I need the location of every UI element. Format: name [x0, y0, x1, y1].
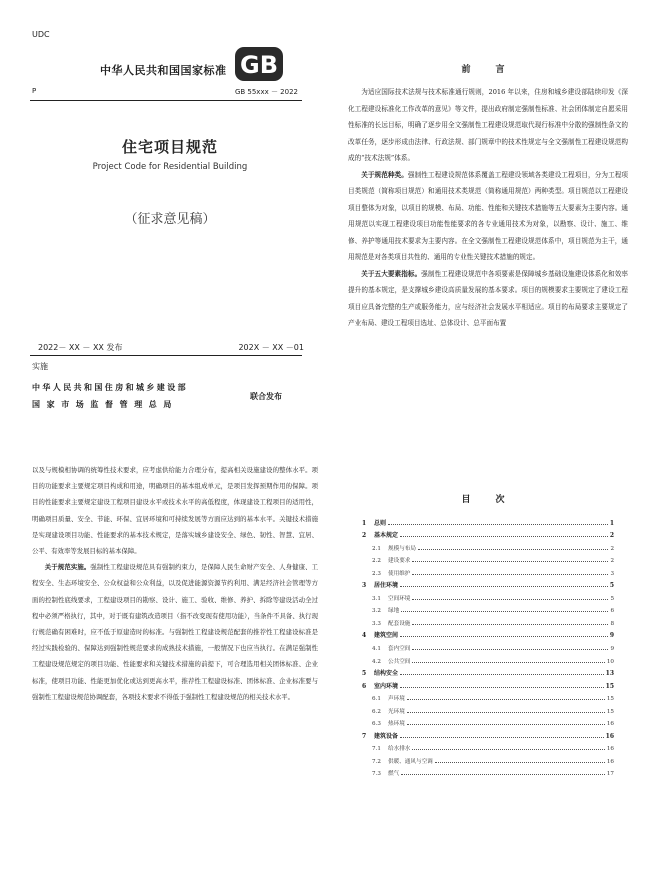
preface-paragraph: 为适应国际技术法规与技术标准通行规则，2016 年以来，住房和城乡建设部陆续印发《深化工程建设标准化工作改革的意见》等文件，提出政府制定强制性标准、社会团体制定自愿采用性标准的长远目标，明确了逐步用全文强制性工程建设规范取代现行标准中分散的强制性条文的改革任务，逐步形成由法律、行政法规、部门规章中的技术性规定与全文强制性工程建设规范构成的“技术法规”体系。 [348, 88, 628, 162]
toc-entry-page: 1 [609, 519, 614, 527]
toc-entry-title: 建筑空间 [374, 632, 399, 640]
toc-section-entry[interactable] [362, 740, 614, 753]
toc-entry-title: 燃气 [388, 771, 400, 778]
toc-entry-number: 6 [362, 682, 367, 690]
toc-entry-page: 16 [606, 746, 614, 753]
toc-leader-dots [412, 599, 608, 600]
toc-entry-number: 4 [362, 632, 367, 640]
udc-label: UDC [32, 30, 50, 39]
toc-entry-page: 13 [605, 670, 614, 678]
toc-entry-number: 2.3 [372, 570, 381, 577]
continuation-paragraph-text: 强制性工程建设规范具有强制约束力，是保障人民生命财产安全、人身健康、工程安全、生态环境安全、公众权益和公众利益，以及促进能源资源节约利用、满足经济社会管理等方面的控制性底线要求，工程建设项目的勘察、设计、施工、验收、维修、养护、拆除等建设活动全过程中必须严格执行，其中，对于既有建筑改造项目（指不改变现有使用功能），当条件不具备、执行现行规范确有困难时，应不低于原建造时的标准。与强制性工程建设规范配套的推荐性工程建设标准是经过实践检验的、保障达到强制性规范要求的成熟技术措施，一般情况下也应当执行。在满足强制性工程建设规范规定的项目功能、性能要求和关键技术措施的前提下，可合理选用相关团体标准、企业标准，使项目功能、性能更加优化或达到更高水平，推荐性工程建设标准、团体标准、企业标准要与强制性工程建设规范协调配套，各项技术要求不得低于强制性工程建设规范的相关技术水平。 [32, 563, 319, 701]
implement-label: 实施 [32, 362, 48, 371]
toc-entry-title: 公共空间 [388, 658, 411, 665]
toc-section-entry[interactable] [362, 602, 614, 615]
toc-leader-dots [412, 662, 604, 663]
toc-leader-dots [412, 624, 608, 625]
toc-leader-dots [412, 749, 604, 750]
toc-entry-page: 16 [606, 721, 614, 728]
toc-leader-dots [407, 712, 605, 713]
toc-entry-number: 7.1 [372, 746, 381, 753]
preface-page [346, 18, 628, 438]
toc-section-entry[interactable] [362, 639, 614, 652]
toc-entry-page: 9 [610, 646, 614, 653]
toc-leader-dots [400, 586, 608, 587]
toc-entry-number: 3 [362, 582, 367, 590]
toc-entry-number: 2.2 [372, 558, 381, 565]
toc-entry-title: 声环境 [388, 696, 405, 703]
p-letter: P [32, 87, 37, 95]
toc-entry-title: 结构安全 [374, 670, 399, 678]
toc-leader-dots [407, 724, 605, 725]
toc-chapter-entry[interactable] [362, 727, 614, 740]
toc-leader-dots [412, 649, 608, 650]
toc-entry-title: 空间环境 [388, 595, 411, 602]
toc-section-entry[interactable] [362, 765, 614, 778]
title-zh: 住宅项目规范 [121, 138, 218, 156]
preface-paragraph [348, 167, 628, 266]
preface-paragraph-text: 强制性工程建设规范体系覆盖工程建设领域各类建设工程项目，分为工程项目类规范（简称项目规范）和通用技术类规范（简称通用规范）两种类型。项目规范以工程建设项目整体为对象，以项目的规模、布局、功能、性能和关键技术措施等五大要素为主要内容。通用规范以实现工程建设项目功能性能要求的各专业通用技术为对象，以勘察、设计、施工、维修、养护等通用技术要求为主要内容。在全文强制性工程建设规范体系中，项目规范为主干，通用规范是对各类项目共性的、通用的专业性关键技术措施的规定。 [348, 170, 628, 261]
contents-list [362, 514, 614, 777]
toc-leader-dots [400, 737, 604, 738]
toc-entry-page: 15 [606, 696, 614, 703]
toc-entry-number: 2.1 [372, 545, 381, 552]
toc-entry-page: 17 [606, 771, 614, 778]
publisher-ministry: 中华人民共和国住房和城乡建设部 [32, 383, 188, 392]
toc-chapter-entry[interactable] [362, 514, 614, 527]
toc-entry-title: 总则 [374, 519, 387, 527]
preface-body [348, 84, 628, 332]
toc-entry-page: 5 [609, 582, 614, 590]
preface-heading: 前 言 [461, 65, 513, 75]
toc-entry-number: 1 [362, 519, 367, 527]
toc-leader-dots [412, 574, 608, 575]
top-rule [30, 100, 302, 101]
toc-entry-title: 基本规定 [374, 532, 399, 540]
toc-entry-title: 绿地 [388, 608, 400, 615]
continuation-paragraph-lead: 关于规范实施。 [44, 563, 91, 572]
draft-label: （征求意见稿） [124, 212, 216, 227]
toc-leader-dots [407, 699, 605, 700]
toc-entry-page: 15 [605, 682, 614, 690]
title-en: Project Code for Residential Building [92, 162, 248, 172]
toc-chapter-entry[interactable] [362, 527, 614, 540]
toc-leader-dots [400, 636, 608, 637]
toc-entry-number: 7.3 [372, 771, 381, 778]
toc-entry-number: 6.3 [372, 721, 381, 728]
joint-release: 联合发布 [250, 392, 282, 401]
toc-entry-title: 供暖、通风与空调 [388, 758, 433, 765]
toc-entry-title: 居住环境 [374, 582, 399, 590]
publisher-samr: 国家市场监督管理总局 [32, 400, 178, 409]
toc-entry-page: 2 [610, 545, 614, 552]
cover-page [20, 18, 320, 438]
toc-entry-number: 6.2 [372, 708, 381, 715]
toc-entry-page: 16 [606, 758, 614, 765]
toc-entry-title: 规模与布局 [388, 545, 416, 552]
toc-section-entry[interactable] [362, 564, 614, 577]
toc-entry-page: 2 [609, 532, 614, 540]
toc-entry-page: 8 [610, 620, 614, 627]
toc-leader-dots [401, 774, 605, 775]
toc-entry-number: 3.3 [372, 620, 381, 627]
toc-entry-page: 16 [605, 732, 614, 740]
toc-entry-page: 9 [609, 632, 614, 640]
toc-section-entry[interactable] [362, 614, 614, 627]
toc-entry-number: 3.2 [372, 608, 381, 615]
standard-title: 中华人民共和国国家标准 [100, 64, 227, 77]
toc-section-entry[interactable] [362, 652, 614, 665]
toc-entry-title: 建筑设备 [374, 732, 399, 740]
toc-entry-page: 6 [610, 608, 614, 615]
implement-date: 202X － XX －01 [238, 343, 304, 352]
toc-section-entry[interactable] [362, 589, 614, 602]
toc-section-entry[interactable] [362, 539, 614, 552]
toc-entry-title: 建设要求 [388, 558, 411, 565]
toc-chapter-entry[interactable] [362, 577, 614, 590]
toc-leader-dots [400, 536, 608, 537]
preface-paragraph-text: 强制性工程建设规范中各项要素是保障城乡基础设施建设体系化和效率提升的基本规定，是支撑城乡建设高质量发展的基本要求。项目的规模要求主要规定了建设工程项目应具备完整的生产或服务能力，应与经济社会发展水平相适应。项目的布局要求主要规定了产业布局、建设工程项目选址、总体设计、总平面布置 [348, 269, 628, 327]
toc-section-entry[interactable] [362, 552, 614, 565]
toc-leader-dots [400, 687, 604, 688]
contents-heading: 目 次 [461, 495, 513, 505]
toc-section-entry[interactable] [362, 752, 614, 765]
toc-entry-title: 室内环境 [374, 682, 399, 690]
gb-logo-text: GB [240, 51, 278, 79]
toc-leader-dots [400, 674, 604, 675]
toc-leader-dots [388, 524, 608, 525]
toc-entry-page: 3 [610, 570, 614, 577]
toc-chapter-entry[interactable] [362, 627, 614, 640]
standard-number: GB 55xxx － 2022 [234, 88, 298, 96]
issue-date: 2022－ XX － XX 发布 [38, 343, 123, 352]
toc-entry-title: 配套设施 [388, 620, 411, 627]
continuation-paragraph: 以及与规模相协调的统筹性技术要求，应考虑供给能力合理分布，提高相关设施建设的整体水平。项目的功能要求主要规定项目构成和用途，明确项目的基本组成单元，是项目发挥预期作用的保障。项目的性能要求主要规定建设工程项目建设水平或技术水平的高低程度，体现建设工程项目的适用性，明确项目质量、安全、节能、环保、宜居环境和可持续发展等方面应达到的基本水平。关键技术措施是实现建设项目功能、性能要求的基本技术规定，是落实城乡建设安全、绿色、韧性、智慧、宜居、公平、有效率等发展目标的基本保障。 [32, 466, 318, 556]
toc-entry-title: 热环境 [388, 721, 405, 728]
contents-page [346, 462, 628, 872]
toc-entry-number: 7 [362, 732, 367, 740]
toc-section-entry[interactable] [362, 715, 614, 728]
toc-section-entry[interactable] [362, 702, 614, 715]
continuation-paragraph [32, 559, 318, 705]
toc-entry-page: 2 [610, 558, 614, 565]
toc-leader-dots [412, 561, 608, 562]
toc-entry-number: 2 [362, 532, 367, 540]
preface-paragraph-lead: 关于五大要素指标。 [361, 269, 422, 278]
toc-entry-title: 使用维护 [388, 570, 411, 577]
toc-entry-title: 套内空间 [388, 646, 411, 653]
toc-entry-number: 5 [362, 670, 367, 678]
preface-paragraph [348, 266, 628, 332]
toc-leader-dots [418, 549, 608, 550]
preface-paragraph-lead: 关于规范种类。 [361, 170, 408, 179]
toc-entry-title: 给水排水 [388, 746, 411, 753]
toc-chapter-entry[interactable] [362, 677, 614, 690]
toc-entry-number: 4.1 [372, 646, 381, 653]
toc-leader-dots [435, 762, 605, 763]
bottom-rule [30, 355, 302, 356]
toc-entry-page: 10 [606, 658, 614, 665]
toc-entry-number: 4.2 [372, 658, 381, 665]
toc-entry-title: 光环境 [388, 708, 405, 715]
toc-leader-dots [401, 611, 608, 612]
preface-continuation-page [30, 462, 320, 872]
toc-entry-number: 7.2 [372, 758, 381, 765]
toc-entry-page: 5 [610, 595, 614, 602]
toc-entry-page: 15 [606, 708, 614, 715]
continuation-body [32, 462, 318, 705]
gb-logo-icon [234, 44, 284, 84]
toc-entry-number: 6.1 [372, 696, 381, 703]
toc-chapter-entry[interactable] [362, 665, 614, 678]
toc-entry-number: 3.1 [372, 595, 381, 602]
toc-section-entry[interactable] [362, 690, 614, 703]
